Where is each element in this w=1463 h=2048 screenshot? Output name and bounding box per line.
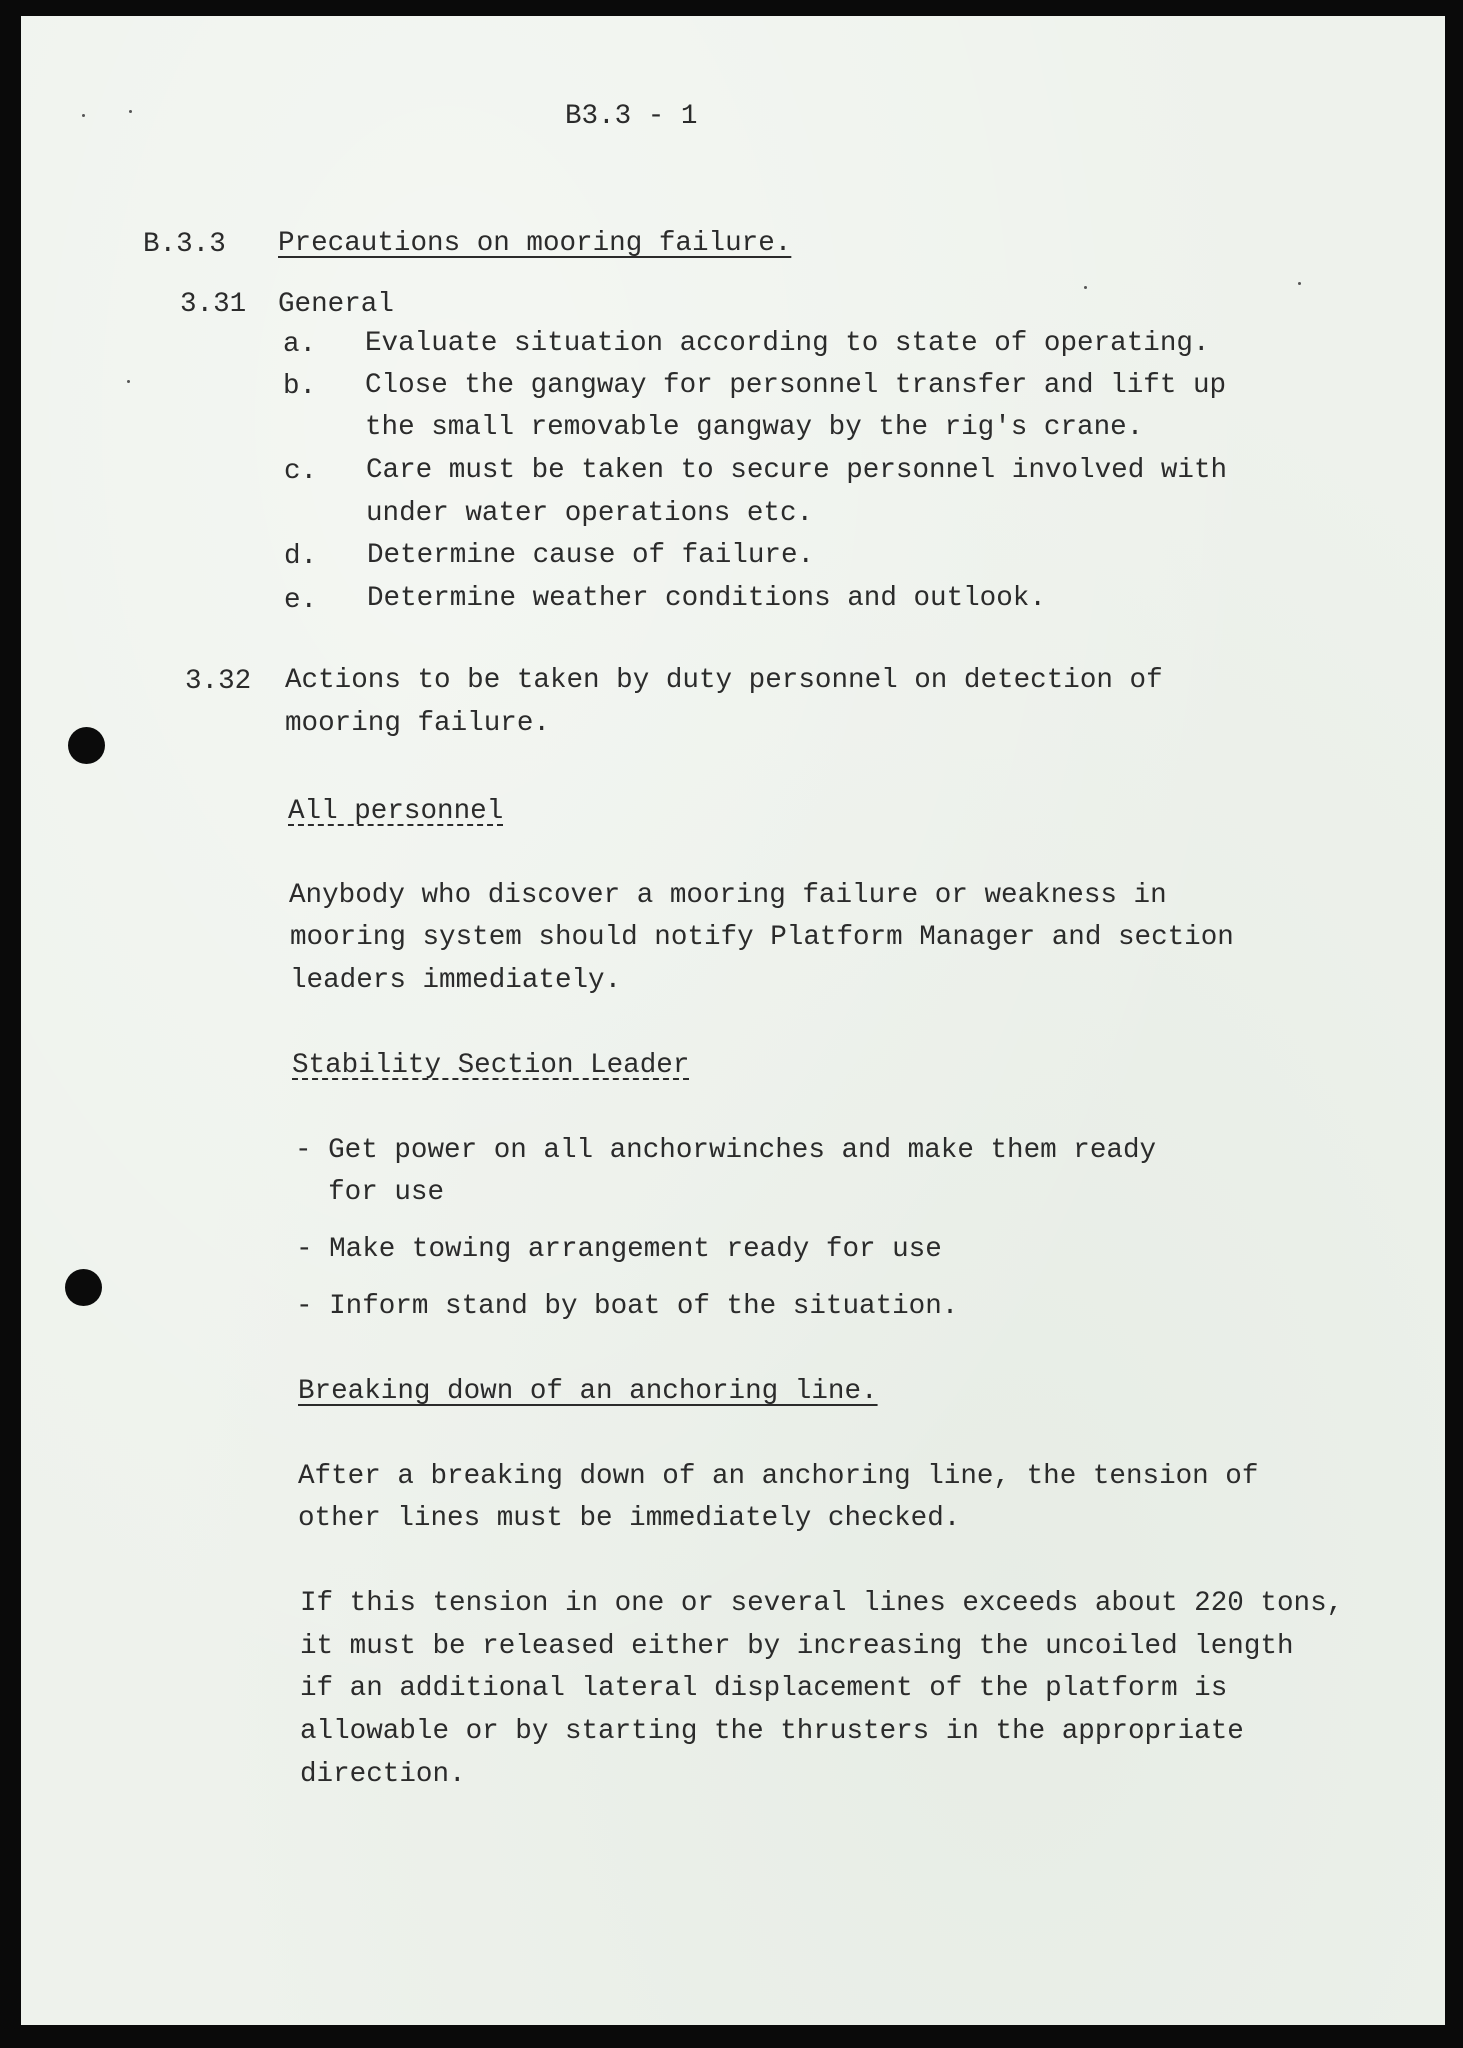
list-item-letter: e. bbox=[284, 585, 318, 616]
list-item-text: Determine weather conditions and outlook. bbox=[367, 583, 1046, 614]
subsection-number: 3.31 bbox=[180, 289, 247, 320]
paragraph-line: leaders immediately. bbox=[290, 965, 622, 996]
stability-leader-heading: Stability Section Leader bbox=[292, 1050, 690, 1081]
subsection-number: 3.32 bbox=[185, 666, 252, 697]
bullet-item: - Inform stand by boat of the situation. bbox=[296, 1291, 959, 1322]
subsection-title: General bbox=[278, 289, 394, 320]
scan-speck bbox=[127, 380, 130, 383]
scan-speck bbox=[1084, 286, 1087, 289]
page-number: B3.3 - 1 bbox=[565, 101, 698, 132]
document-page bbox=[21, 16, 1445, 2025]
bullet-item: - Get power on all anchorwinches and make them ready bbox=[295, 1135, 1157, 1166]
scan-speck bbox=[129, 110, 132, 113]
list-item-text: Care must be taken to secure personnel involved with bbox=[366, 455, 1228, 486]
punch-hole-bottom bbox=[65, 1269, 102, 1306]
list-item-letter: b. bbox=[283, 371, 317, 402]
paragraph-line: direction. bbox=[300, 1759, 466, 1790]
scan-speck bbox=[82, 114, 85, 117]
punch-hole-top bbox=[68, 727, 105, 764]
list-item-letter: d. bbox=[284, 541, 318, 572]
section-number: B.3.3 bbox=[143, 229, 226, 260]
scan-speck bbox=[1298, 282, 1301, 285]
list-item-letter: a. bbox=[283, 329, 317, 360]
all-personnel-heading: All personnel bbox=[288, 796, 504, 827]
list-item-text: Evaluate situation according to state of operating. bbox=[365, 328, 1210, 359]
paragraph-line: if an additional lateral displacement of the platform is bbox=[300, 1673, 1228, 1704]
bullet-item: - Make towing arrangement ready for use bbox=[296, 1234, 942, 1265]
section-title: Precautions on mooring failure. bbox=[278, 228, 792, 259]
paragraph-line: it must be released either by increasing the uncoiled length bbox=[300, 1631, 1294, 1662]
paragraph-line: After a breaking down of an anchoring line, the tension of bbox=[298, 1461, 1259, 1492]
list-item-text: Determine cause of failure. bbox=[367, 540, 815, 571]
paragraph-line: If this tension in one or several lines exceeds about 220 tons, bbox=[300, 1588, 1344, 1619]
list-item-text: Close the gangway for personnel transfer and lift up bbox=[365, 370, 1227, 401]
subsection-title: Actions to be taken by duty personnel on detection of bbox=[285, 665, 1163, 696]
list-item-text: the small removable gangway by the rig's crane. bbox=[365, 412, 1144, 443]
subsection-title: mooring failure. bbox=[285, 708, 550, 739]
paragraph-line: Anybody who discover a mooring failure or weakness in bbox=[289, 880, 1167, 911]
breaking-down-heading: Breaking down of an anchoring line. bbox=[298, 1376, 878, 1407]
paragraph-line: mooring system should notify Platform Manager and section bbox=[290, 922, 1234, 953]
paragraph-line: other lines must be immediately checked. bbox=[298, 1503, 961, 1534]
paragraph-line: allowable or by starting the thrusters in the appropriate bbox=[300, 1716, 1244, 1747]
list-item-letter: c. bbox=[284, 456, 318, 487]
bullet-item: for use bbox=[295, 1177, 445, 1208]
list-item-text: under water operations etc. bbox=[366, 498, 814, 529]
